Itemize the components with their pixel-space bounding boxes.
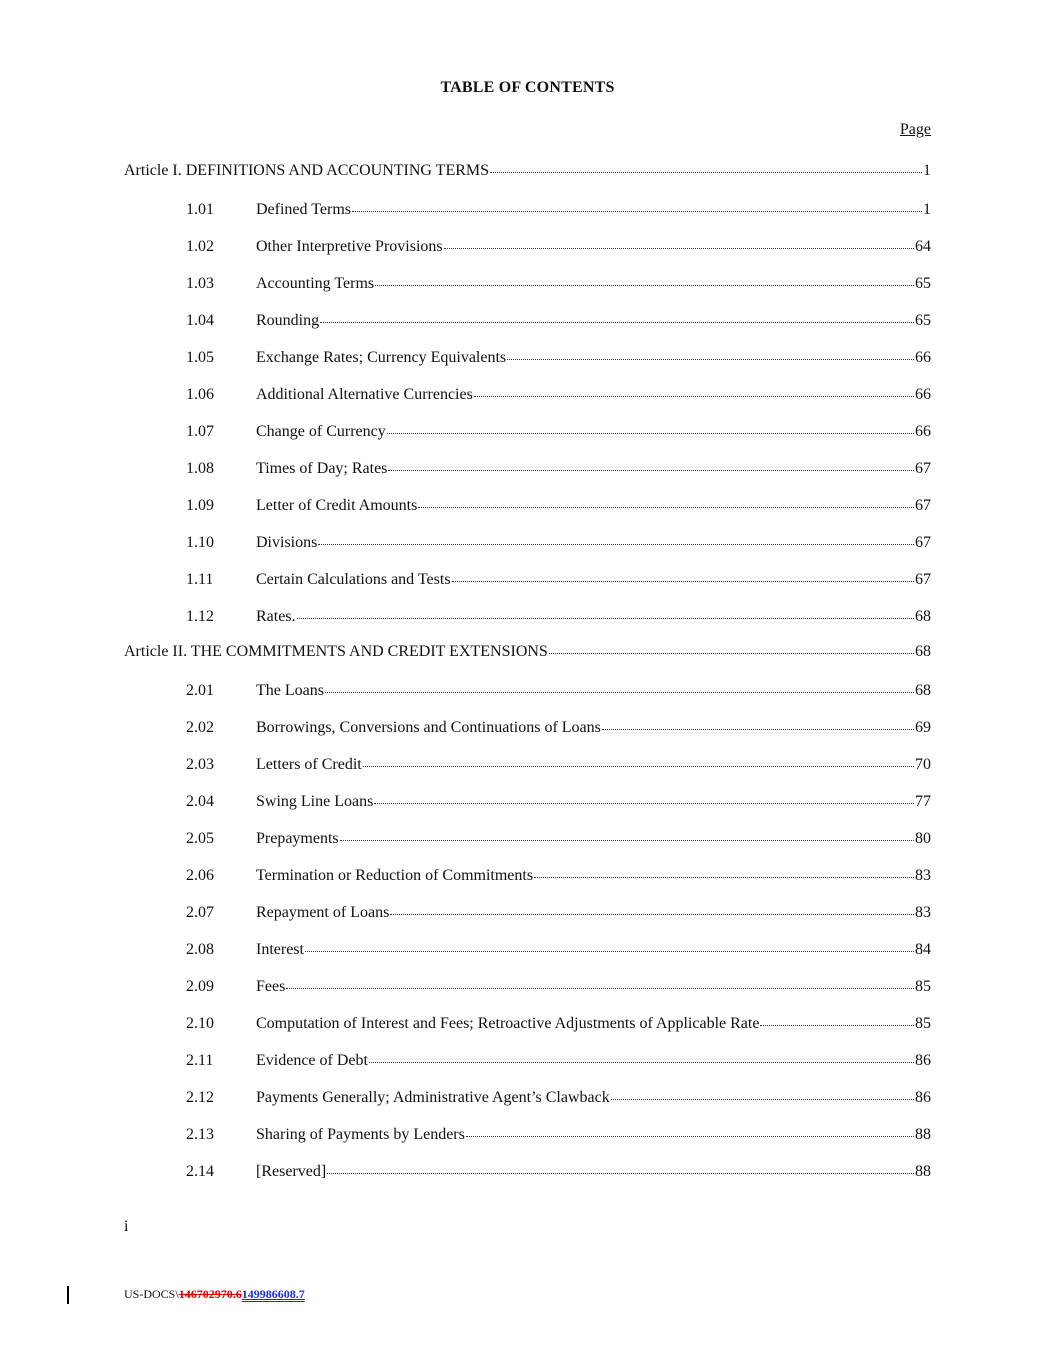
toc-entry-label: Rates. [256, 608, 296, 625]
toc-row [186, 1161, 931, 1183]
toc-page-number: 1 [923, 162, 931, 179]
toc-section-entry[interactable] [186, 902, 931, 924]
toc-entry-label: Payments Generally; Administrative Agent’s Clawback [256, 1089, 610, 1106]
toc-row [186, 1087, 931, 1109]
toc-row [186, 680, 931, 702]
toc-page-number: 83 [915, 867, 931, 884]
toc-row [186, 199, 931, 221]
toc-section-entry[interactable] [186, 569, 931, 591]
toc-entry-label: Defined Terms [256, 201, 351, 218]
toc-article-entry[interactable] [124, 641, 931, 663]
page-title: TABLE OF CONTENTS [440, 79, 615, 96]
dot-leader [452, 575, 914, 582]
toc-page-number: 66 [915, 349, 931, 366]
toc-section-entry[interactable] [186, 310, 931, 332]
toc-entry-label: Letter of Credit Amounts [256, 497, 418, 514]
toc-entry-label: Repayment of Loans [256, 904, 390, 921]
toc-row [186, 347, 931, 369]
document-id [124, 1287, 305, 1302]
toc-row [186, 532, 931, 554]
toc-section-entry[interactable] [186, 791, 931, 813]
dot-leader [387, 427, 914, 434]
dot-leader [549, 647, 914, 654]
dot-leader [534, 871, 914, 878]
toc-row [186, 865, 931, 887]
toc-section-number: 2.13 [186, 1126, 214, 1143]
toc-entry-label: Interest [256, 941, 304, 958]
toc-row [186, 791, 931, 813]
footer-page-number: i [124, 1218, 129, 1235]
toc-section-entry[interactable] [186, 865, 931, 887]
toc-row [186, 310, 931, 332]
toc-entry-label: Prepayments [256, 830, 339, 847]
toc-section-number: 1.12 [186, 608, 214, 625]
toc-row [124, 160, 931, 182]
dot-leader [369, 1056, 914, 1063]
toc-entry-label: The Loans [256, 682, 324, 699]
toc-page-number: 1 [923, 201, 931, 218]
toc-entry-label: Divisions [256, 534, 318, 551]
toc-section-entry[interactable] [186, 828, 931, 850]
document-id-deleted: 146702970.6 [178, 1287, 242, 1301]
toc-row [186, 236, 931, 258]
toc-entry-label: Swing Line Loans [256, 793, 374, 810]
toc-page-number: 64 [915, 238, 931, 255]
toc-section-number: 2.04 [186, 793, 214, 810]
toc-page-number: 68 [915, 643, 931, 660]
toc-page-number: 67 [915, 571, 931, 588]
page-column-label: Page [899, 121, 931, 138]
toc-row [186, 384, 931, 406]
toc-section-entry[interactable] [186, 199, 931, 221]
toc-row [186, 273, 931, 295]
dot-leader [327, 1167, 914, 1174]
toc-section-number: 2.10 [186, 1015, 214, 1032]
toc-section-number: 2.11 [186, 1052, 214, 1069]
dot-leader [418, 501, 914, 508]
toc-entry-label: Computation of Interest and Fees; Retroactive Adjustments of Applicable Rate [256, 1015, 760, 1032]
toc-entry-label: Rounding [256, 312, 320, 329]
dot-leader [352, 205, 922, 212]
dot-leader [374, 797, 914, 804]
dot-leader [602, 723, 914, 730]
toc-entry-label: Borrowings, Conversions and Continuations of Loans [256, 719, 601, 736]
toc-entry-label: Evidence of Debt [256, 1052, 368, 1069]
toc-section-entry[interactable] [186, 421, 931, 443]
toc-section-entry[interactable] [186, 1124, 931, 1146]
dot-leader [611, 1093, 914, 1100]
dot-leader [490, 166, 922, 173]
toc-article-entry[interactable] [124, 160, 931, 182]
toc-section-number: 1.10 [186, 534, 214, 551]
dot-leader [390, 908, 914, 915]
toc-section-number: 2.06 [186, 867, 214, 884]
toc-page-number: 67 [915, 460, 931, 477]
toc-page-number: 68 [915, 608, 931, 625]
toc-row [186, 902, 931, 924]
toc-section-entry[interactable] [186, 1161, 931, 1183]
dot-leader [507, 353, 914, 360]
toc-section-entry[interactable] [186, 976, 931, 998]
toc-entry-label: Letters of Credit [256, 756, 362, 773]
toc-section-number: 1.07 [186, 423, 214, 440]
toc-section-number: 1.05 [186, 349, 214, 366]
toc-row [186, 939, 931, 961]
toc-page-number: 85 [915, 1015, 931, 1032]
toc-row [186, 606, 931, 628]
toc-page-number: 85 [915, 978, 931, 995]
toc-page-number: 84 [915, 941, 931, 958]
toc-row [186, 1050, 931, 1072]
toc-row [186, 1013, 931, 1035]
toc-section-number: 1.11 [186, 571, 214, 588]
toc-entry-label: Other Interpretive Provisions [256, 238, 443, 255]
toc-section-number: 1.09 [186, 497, 214, 514]
toc-page-number: 69 [915, 719, 931, 736]
toc-section-entry[interactable] [186, 236, 931, 258]
toc-section-entry[interactable] [186, 754, 931, 776]
dot-leader [325, 686, 914, 693]
toc-row [186, 495, 931, 517]
dot-leader [320, 316, 914, 323]
toc-section-entry[interactable] [186, 1087, 931, 1109]
toc-section-number: 2.07 [186, 904, 214, 921]
toc-row [186, 754, 931, 776]
toc-section-entry[interactable] [186, 1013, 931, 1035]
toc-page-number: 67 [915, 497, 931, 514]
toc-page-number: 88 [915, 1163, 931, 1180]
toc-section-number: 2.12 [186, 1089, 214, 1106]
toc-row [186, 976, 931, 998]
dot-leader [388, 464, 914, 471]
toc-entry-label: [Reserved] [256, 1163, 327, 1180]
toc-section-entry[interactable] [186, 717, 931, 739]
toc-entry-label: Certain Calculations and Tests [256, 571, 451, 588]
toc-entry-label: Article I. DEFINITIONS AND ACCOUNTING TERMS [124, 162, 490, 179]
toc-page-number: 70 [915, 756, 931, 773]
toc-section-number: 2.01 [186, 682, 214, 699]
dot-leader [466, 1130, 914, 1137]
toc-entry-label: Exchange Rates; Currency Equivalents [256, 349, 507, 366]
toc-section-entry[interactable] [186, 1050, 931, 1072]
dot-leader [286, 982, 914, 989]
toc-section-number: 2.09 [186, 978, 214, 995]
dot-leader [375, 279, 914, 286]
toc-section-number: 2.02 [186, 719, 214, 736]
toc-section-number: 1.08 [186, 460, 214, 477]
document-id-inserted: 149986608.7 [241, 1287, 305, 1301]
toc-page-number: 65 [915, 275, 931, 292]
toc-row [186, 458, 931, 480]
toc-section-entry[interactable] [186, 680, 931, 702]
toc-section-number: 1.02 [186, 238, 214, 255]
toc-entry-label: Fees [256, 978, 286, 995]
toc-page-number: 77 [915, 793, 931, 810]
toc-entry-label: Change of Currency [256, 423, 386, 440]
toc-section-entry[interactable] [186, 532, 931, 554]
change-bar [67, 1286, 69, 1304]
toc-row [186, 421, 931, 443]
dot-leader [318, 538, 914, 545]
toc-entry-label: Article II. THE COMMITMENTS AND CREDIT EXTENSIONS [124, 643, 548, 660]
toc-page-number: 66 [915, 386, 931, 403]
toc-page-number: 65 [915, 312, 931, 329]
dot-leader [760, 1019, 914, 1026]
toc-row [186, 828, 931, 850]
toc-page-number: 88 [915, 1126, 931, 1143]
dot-leader [474, 390, 914, 397]
toc-section-entry[interactable] [186, 939, 931, 961]
toc-entry-label: Additional Alternative Currencies [256, 386, 473, 403]
dot-leader [340, 834, 914, 841]
toc-page-number: 67 [915, 534, 931, 551]
toc-section-number: 2.05 [186, 830, 214, 847]
toc-section-number: 1.04 [186, 312, 214, 329]
toc-page-number: 80 [915, 830, 931, 847]
toc-section-entry[interactable] [186, 273, 931, 295]
toc-entry-label: Termination or Reduction of Commitments [256, 867, 534, 884]
toc-section-number: 1.03 [186, 275, 214, 292]
document-id-prefix: US-DOCS\ [124, 1287, 179, 1301]
toc-section-entry[interactable] [186, 458, 931, 480]
dot-leader [363, 760, 914, 767]
toc-entry-label: Times of Day; Rates [256, 460, 388, 477]
toc-section-number: 1.06 [186, 386, 214, 403]
toc-section-number: 1.01 [186, 201, 214, 218]
toc-page-number: 83 [915, 904, 931, 921]
toc-page-number: 86 [915, 1089, 931, 1106]
toc-row [124, 641, 931, 663]
toc-page-number: 86 [915, 1052, 931, 1069]
toc-section-entry[interactable] [186, 606, 931, 628]
toc-section-number: 2.03 [186, 756, 214, 773]
toc-entry-label: Accounting Terms [256, 275, 375, 292]
toc-page-number: 66 [915, 423, 931, 440]
toc-entry-label: Sharing of Payments by Lenders [256, 1126, 465, 1143]
toc-row [186, 569, 931, 591]
dot-leader [297, 612, 914, 619]
dot-leader [305, 945, 914, 952]
toc-section-entry[interactable] [186, 347, 931, 369]
toc-section-entry[interactable] [186, 495, 931, 517]
dot-leader [444, 242, 914, 249]
toc-section-entry[interactable] [186, 384, 931, 406]
toc-row [186, 717, 931, 739]
toc-page-number: 68 [915, 682, 931, 699]
toc-section-number: 2.08 [186, 941, 214, 958]
toc-row [186, 1124, 931, 1146]
toc-section-number: 2.14 [186, 1163, 214, 1180]
